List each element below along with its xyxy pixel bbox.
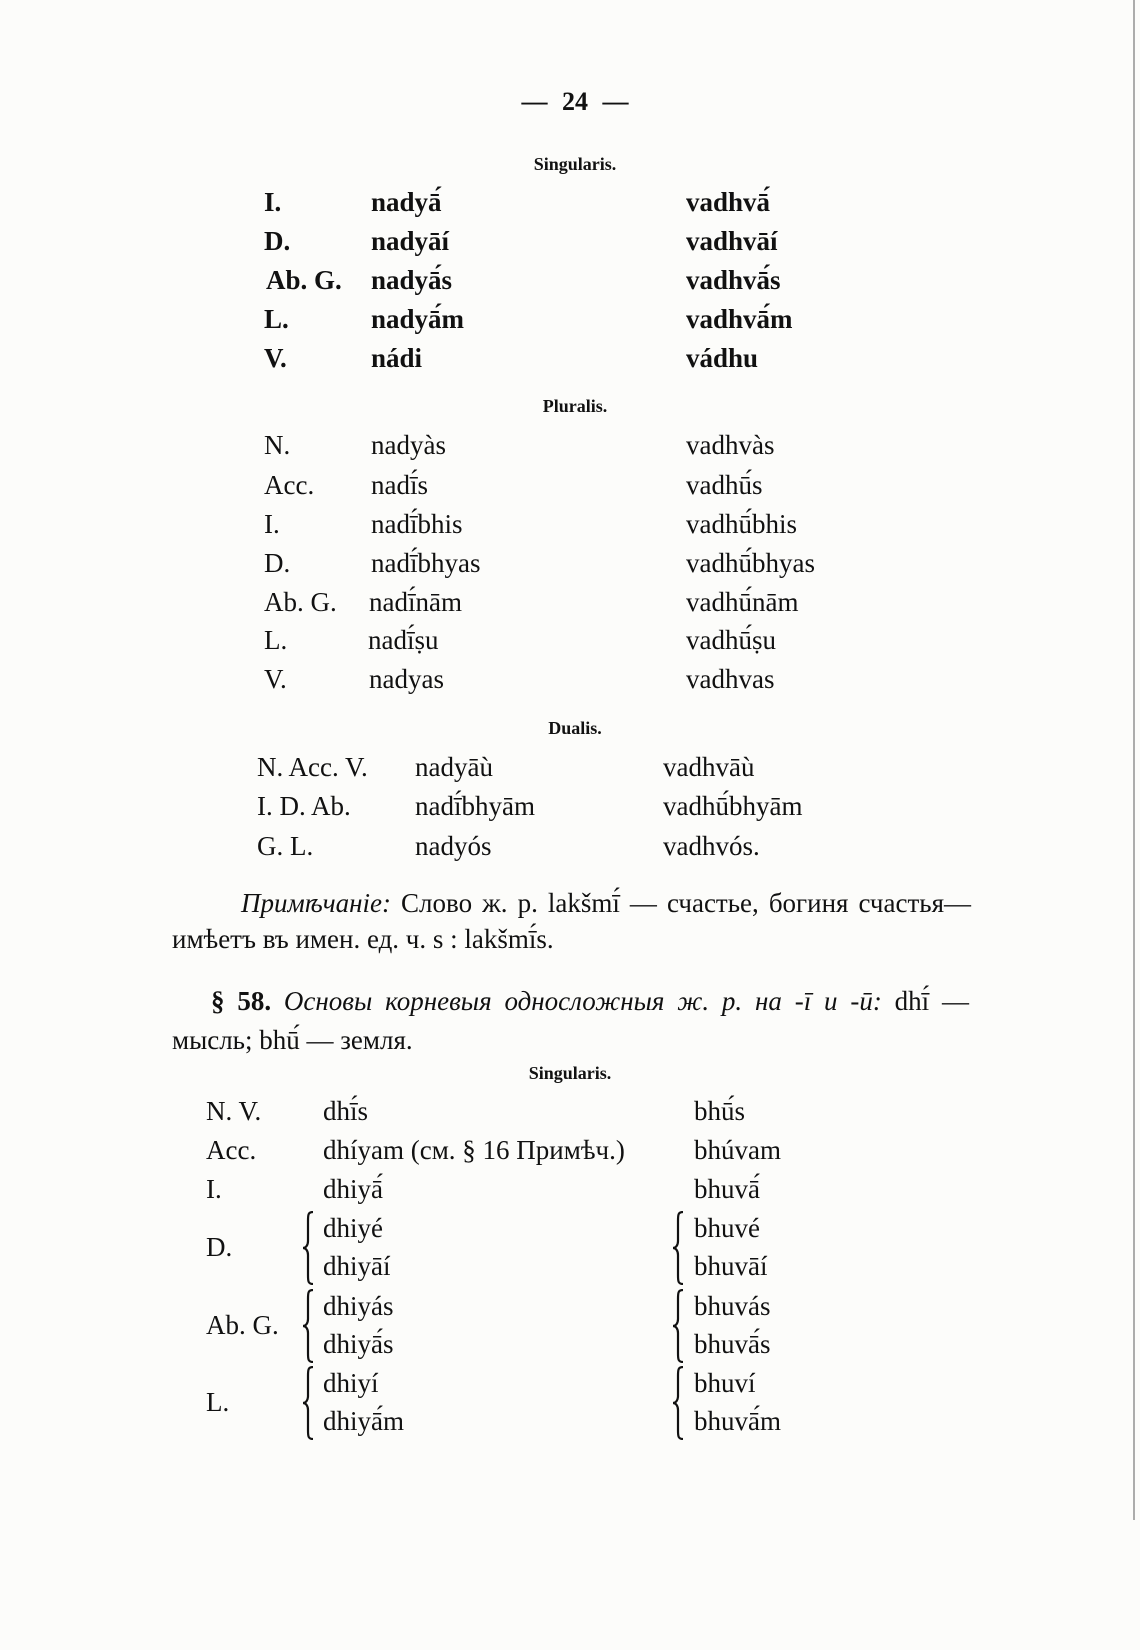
case-label: V. (264, 664, 287, 694)
dhi-form: dhiyā́s (323, 1329, 394, 1359)
section-58-line-2: мысль; bhū́ — земля. (172, 1025, 413, 1055)
vadhu-form: vadhvāí (686, 226, 778, 256)
case-label: Ab. G. (206, 1310, 279, 1340)
dhi-form: dhiyāí (323, 1251, 391, 1281)
case-label: I. D. Ab. (257, 791, 351, 821)
vadhu-form: vadhvā́ (686, 187, 771, 217)
bhu-form: bhuvás (694, 1291, 771, 1321)
case-label: I. (264, 187, 282, 217)
note-line-1 (241, 884, 971, 922)
table-row (0, 787, 1140, 826)
nadi-form: nadī́nām (369, 587, 462, 617)
dhi-form: dhiyé (323, 1213, 383, 1243)
left-brace (300, 1289, 316, 1363)
table-row-braced (0, 1364, 1140, 1442)
vadhu-form: vadhū́bhyām (663, 791, 803, 821)
dhi-form: dhiyí (323, 1368, 379, 1398)
vadhu-form: vadhū́bhyas (686, 548, 815, 578)
note-label: Примѣчаніе: (241, 888, 391, 918)
right-column-brace (670, 1211, 686, 1285)
vadhu-form: vadhvāù (663, 752, 755, 782)
heading-singularis-2: Singularis. (528, 1063, 612, 1083)
nadi-form: nádi (371, 343, 423, 373)
bhu-form: bhuvā́ (694, 1174, 760, 1204)
nadi-form: nadyā́ (371, 187, 442, 217)
note-line-2: имѣетъ въ имен. ед. ч. s : lakšmī́s. (172, 924, 554, 954)
heading-dualis: Dualis. (548, 718, 602, 738)
section-number: § 58. (211, 986, 272, 1016)
table-row (0, 222, 1140, 261)
nadi-form: nadyàs (371, 430, 446, 460)
vadhu-form: vádhu (686, 343, 759, 373)
case-label: I. (206, 1174, 222, 1204)
dhi-form: dhī́s (323, 1096, 369, 1126)
dhi-form: dhiyā́m (323, 1406, 404, 1436)
case-label: D. (206, 1232, 233, 1262)
table-row-braced (0, 1209, 1140, 1287)
left-brace (300, 1366, 316, 1440)
case-label: I. (264, 509, 280, 539)
bhu-form: bhuvā́m (694, 1406, 781, 1436)
section-58-line-1 (211, 982, 969, 1020)
nadi-form: nadyāù (415, 752, 493, 782)
nadi-form: nadyā́s (371, 265, 453, 295)
case-label: L. (264, 304, 289, 334)
nadi-form: nadyas (369, 664, 444, 694)
table-row (0, 426, 1140, 465)
table-row (0, 300, 1140, 339)
bhu-form: bhū́s (694, 1096, 746, 1126)
table-row (0, 1170, 1140, 1209)
vadhu-form: vadhvā́m (686, 304, 793, 334)
nadi-form: nadī́bhyas (371, 548, 481, 578)
vadhu-form: vadhū́bhis (686, 509, 797, 539)
nadi-form: nadī́bhis (371, 509, 463, 539)
case-label: L. (264, 625, 288, 655)
table-row (0, 827, 1140, 866)
case-label: V. (264, 343, 287, 373)
vadhu-form: vadhū́nām (686, 587, 799, 617)
nadi-form: nadyāí (371, 226, 450, 256)
vadhu-form: vadhū́s (686, 470, 763, 500)
table-row (0, 621, 1140, 660)
case-label: Ab. G. (266, 265, 342, 295)
case-label: L. (206, 1387, 230, 1417)
table-row (0, 505, 1140, 544)
bhu-form: bhúvam (694, 1135, 781, 1165)
bhu-form: bhuvāí (694, 1251, 768, 1281)
page-number: — 24 — (521, 87, 629, 116)
nadi-form: nadyā́m (371, 304, 465, 334)
case-label: N. Acc. V. (257, 752, 368, 782)
case-label: D. (264, 548, 291, 578)
table-row (0, 466, 1140, 505)
case-label: D. (264, 226, 291, 256)
table-row (0, 183, 1140, 222)
right-column-brace (670, 1366, 686, 1440)
vadhu-form: vadhvas (686, 664, 775, 694)
case-label: N. V. (206, 1096, 262, 1126)
table-row (0, 660, 1140, 699)
case-label: N. (264, 430, 291, 460)
note-text: Слово ж. р. lakšmī́ — счастье, богиня счастья— (401, 888, 972, 918)
table-row (0, 339, 1140, 378)
nadi-form: nadī́bhyām (415, 791, 535, 821)
table-row (0, 583, 1140, 622)
heading-singularis: Singularis. (533, 154, 617, 174)
vadhu-form: vadhvàs (686, 430, 775, 460)
case-label: Acc. (264, 470, 315, 500)
dhi-form: dhiyā́ (323, 1174, 383, 1204)
vadhu-form: vadhvós. (663, 831, 760, 861)
section-title-tail: dhī́ — (894, 986, 969, 1016)
table-row (0, 1092, 1140, 1131)
case-label: G. L. (257, 831, 314, 861)
table-row (0, 261, 1140, 300)
left-brace (300, 1211, 316, 1285)
table-row (0, 748, 1140, 787)
table-row-braced (0, 1287, 1140, 1365)
vadhu-form: vadhū́ṣu (686, 625, 776, 655)
bhu-form: bhuví (694, 1368, 756, 1398)
dhi-form: dhíyam (см. § 16 Примѣч.) (323, 1135, 625, 1165)
bhu-form: bhuvā́s (694, 1329, 771, 1359)
heading-pluralis: Pluralis. (542, 396, 608, 416)
bhu-form: bhuvé (694, 1213, 760, 1243)
case-label: Acc. (206, 1135, 257, 1165)
section-title: Основы корневыя односложныя ж. р. на -ī и -ū: (283, 986, 882, 1016)
dhi-form: dhiyás (323, 1291, 394, 1321)
nadi-form: nadyós (415, 831, 492, 861)
table-row (0, 544, 1140, 583)
nadi-form: nadī́ṣu (368, 625, 439, 655)
right-column-brace (670, 1289, 686, 1363)
table-row (0, 1131, 1140, 1170)
vadhu-form: vadhvā́s (686, 265, 781, 295)
nadi-form: nadī́s (371, 470, 428, 500)
case-label: Ab. G. (264, 587, 337, 617)
